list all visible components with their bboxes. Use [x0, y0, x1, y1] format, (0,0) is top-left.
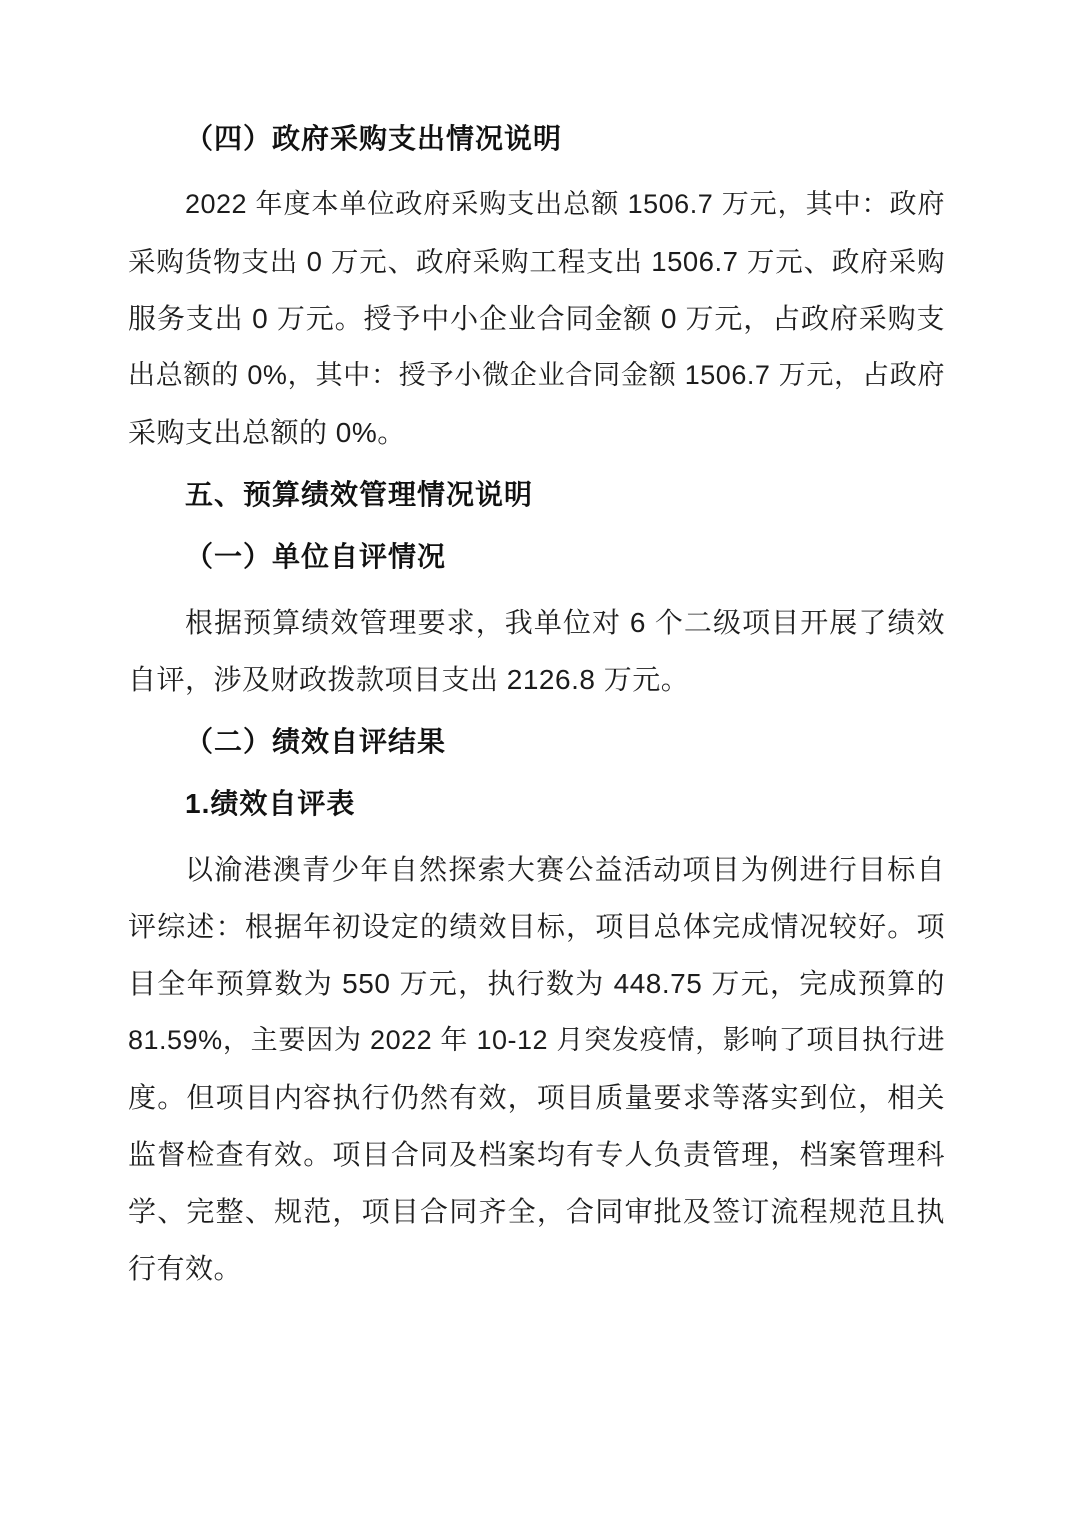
paragraph-line: 行有效。 [128, 1253, 243, 1284]
paragraph-line: 采购支出总额的 0%。 [128, 417, 406, 448]
paragraph-evaluation-summary [128, 841, 945, 1297]
paragraph-line: 以渝港澳青少年自然探索大赛公益活动项目为例进行目标自 [185, 854, 945, 885]
paragraph-line: 采购货物支出 0 万元、政府采购工程支出 1506.7 万元、政府采购 [128, 246, 945, 277]
paragraph-line: 2022 年度本单位政府采购支出总额 1506.7 万元，其中：政府 [185, 189, 945, 219]
heading-evaluation-table: 1.绩效自评表 [185, 788, 356, 819]
paragraph-line: 评综述：根据年初设定的绩效目标，项目总体完成情况较好。项 [128, 911, 945, 942]
document-body [128, 110, 945, 1297]
paragraph-line: 监督检查有效。项目合同及档案均有专人负责管理，档案管理科 [128, 1139, 945, 1170]
paragraph-line: 服务支出 0 万元。授予中小企业合同金额 0 万元，占政府采购支 [128, 303, 945, 334]
paragraph-line: 出总额的 0%，其中：授予小微企业合同金额 1506.7 万元，占政府 [128, 360, 945, 390]
heading-self-evaluation: （一）单位自评情况 [185, 541, 447, 572]
heading-government-procurement: （四）政府采购支出情况说明 [185, 123, 563, 154]
paragraph-line: 目全年预算数为 550 万元，执行数为 448.75 万元，完成预算的 [128, 968, 945, 999]
paragraph-procurement-expenditure [128, 176, 945, 461]
paragraph-line: 根据预算绩效管理要求，我单位对 6 个二级项目开展了绩效 [185, 607, 945, 638]
paragraph-line: 学、完整、规范，项目合同齐全，合同审批及签订流程规范且执 [128, 1196, 945, 1227]
heading-budget-performance: 五、预算绩效管理情况说明 [185, 479, 534, 510]
paragraph-line: 81.59%，主要因为 2022 年 10-12 月突发疫情，影响了项目执行进 [128, 1025, 945, 1055]
paragraph-line: 度。但项目内容执行仍然有效，项目质量要求等落实到位，相关 [128, 1082, 945, 1113]
paragraph-self-evaluation [128, 594, 945, 708]
paragraph-line: 自评，涉及财政拨款项目支出 2126.8 万元。 [128, 664, 690, 695]
heading-evaluation-results: （二）绩效自评结果 [185, 726, 447, 757]
